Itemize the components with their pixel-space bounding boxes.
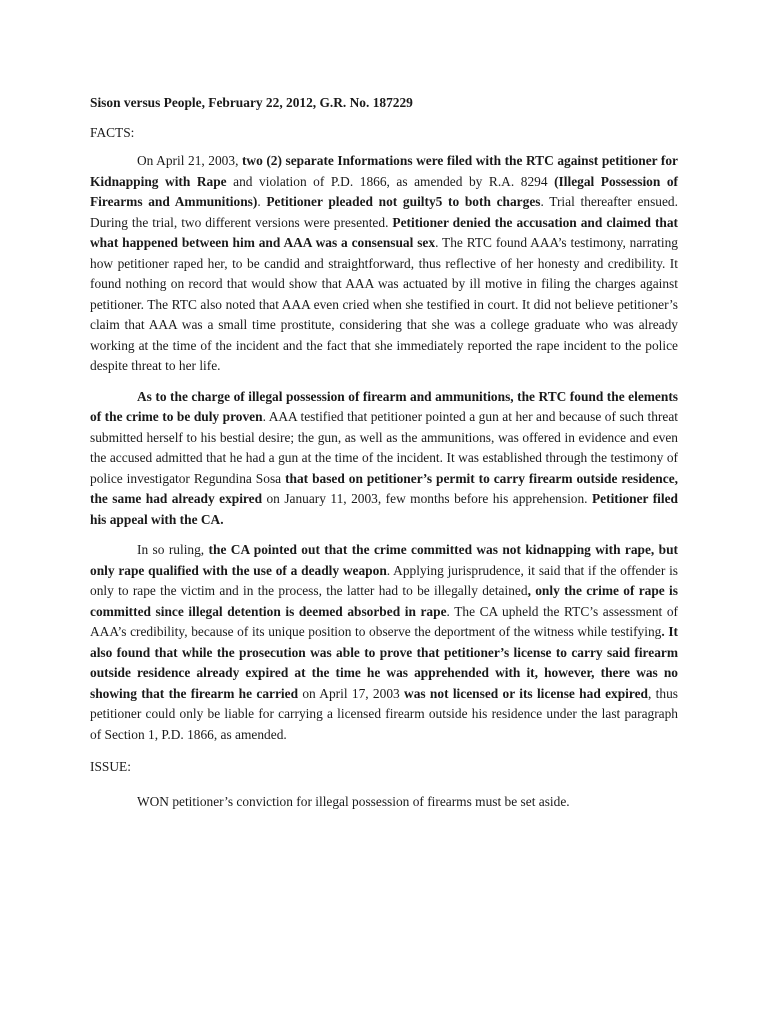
bold-text-run: . It also found that while the prosecution was able to prove that petitioner’s license to carry said firearm outside residence already expired at the time he was apprehended with it, however, there was no showing that the firearm he carried	[90, 624, 678, 701]
text-run: In so ruling,	[137, 542, 209, 557]
bold-text-run: , only the crime of rape is committed since illegal detention is deemed absorbed in rape	[90, 583, 678, 619]
text-run: . The RTC found AAA’s testimony, narrating how petitioner raped her, to be candid and straightforward, thus reflective of her honesty and credibility. It found nothing on record that would show that AAA was actuated by ill motive in filing the charges against petitioner. The RTC also noted that AAA even cried when she testified in court. It did not believe petitioner’s claim that AAA was a small time prostitute, considering that she was a college graduate who was already working at the time of the incident and the fact that she immediately reported the rape incident to the police despite threat to her life.	[90, 235, 678, 373]
facts-paragraph-2	[90, 387, 678, 531]
bold-text-run: two (2) separate Informations were filed with the RTC against petitioner for Kidnapping with Rape	[90, 153, 678, 189]
bold-text-run: Petitioner pleaded not guilty5 to both charges	[266, 194, 541, 209]
bold-text-run: As to the charge of illegal possession of firearm and ammunitions, the RTC found the elements of the crime to be duly proven	[90, 388, 678, 424]
document-page	[90, 93, 678, 812]
bold-text-run: that based on petitioner’s permit to carry firearm outside residence, the same had already expired	[90, 470, 678, 506]
issue-text: WON petitioner’s conviction for illegal possession of firearms must be set aside.	[137, 793, 570, 809]
bold-text-run: Petitioner filed his appeal with the CA.	[90, 491, 678, 527]
document-title: Sison versus People, February 22, 2012, G.R. No. 187229	[90, 95, 413, 110]
text-run: and violation of P.D. 1866, as amended by R.A. 8294	[226, 173, 555, 189]
text-run: . Applying jurisprudence, it said that if the offender is only to rape the victim and in the process, the latter had to be illegally detained	[90, 562, 679, 598]
text-run: On April 21, 2003,	[137, 153, 242, 168]
text-run: on April 17, 2003	[298, 685, 405, 701]
issue-heading: ISSUE:	[90, 759, 131, 774]
bold-text-run: the CA pointed out that the crime committed was not kidnapping with rape, but only rape qualified with the use of a deadly weapon	[90, 542, 679, 578]
text-run: , thus petitioner could only be liable for carrying a licensed firearm outside his residence under the last paragraph of Section 1, P.D. 1866, as amended.	[90, 685, 678, 742]
text-run: . Trial thereafter ensued. During the trial, two different versions were presented.	[90, 194, 678, 230]
facts-heading: FACTS:	[90, 124, 135, 140]
text-run: . The CA upheld the RTC’s assessment of AAA’s credibility, because of its unique position to observe the deportment of the witness while testifying	[90, 603, 679, 639]
text-run: . AAA testified that petitioner pointed a gun at her and because of such threat submitted herself to his bestial desire; the gun, as well as the ammunitions, was offered in evidence and even the accused admitted that he had a gun at the time of the incident. It was established through the testimony of police investigator Regundina Sosa	[90, 409, 678, 486]
bold-text-run: was not licensed or its license had expired	[404, 685, 648, 701]
facts-paragraph-3	[90, 540, 678, 745]
text-run: .	[257, 194, 267, 209]
bold-text-run: Petitioner denied the accusation and claimed that what happened between him and AAA was a consensual sex	[90, 214, 678, 250]
facts-paragraph-1	[90, 151, 678, 377]
text-run: on January 11, 2003, few months before his apprehension.	[262, 491, 592, 506]
bold-text-run: (Illegal Possession of Firearms and Ammunitions)	[90, 173, 679, 209]
